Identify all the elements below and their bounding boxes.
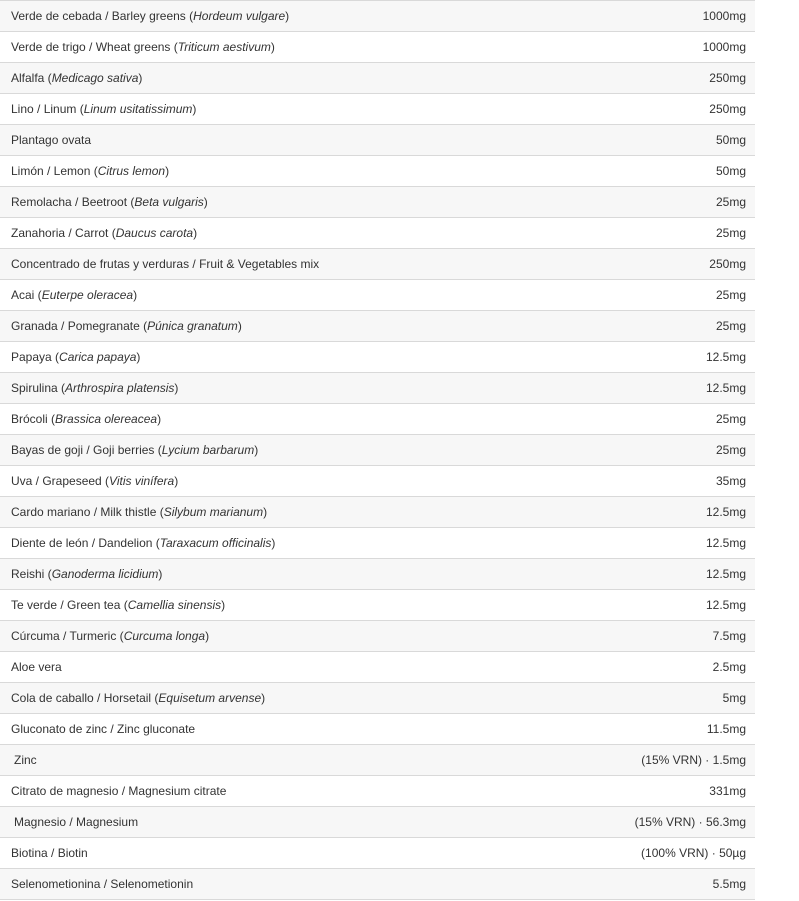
ingredient-latin-name: Medicago sativa: [51, 71, 139, 85]
ingredient-name-suffix: ): [254, 443, 259, 457]
ingredient-amount: 5mg: [590, 683, 755, 714]
ingredient-name-suffix: ): [270, 40, 275, 54]
ingredient-name: Biotina / Biotin: [11, 846, 88, 860]
ingredient-amount: 35mg: [590, 466, 755, 497]
ingredient-name-suffix: ): [133, 288, 138, 302]
ingredient-name: Cardo mariano / Milk thistle (: [11, 505, 164, 519]
ingredient-name: Aloe vera: [11, 660, 62, 674]
ingredient-name: Magnesio / Magnesium: [14, 815, 139, 829]
ingredient-latin-name: Hordeum vulgare: [193, 9, 286, 23]
ingredient-name-suffix: ): [158, 567, 163, 581]
ingredient-name: Uva / Grapeseed (: [11, 474, 110, 488]
ingredient-name-cell: [0, 249, 590, 280]
table-row: [0, 869, 755, 900]
ingredient-name: Zinc: [14, 753, 37, 767]
ingredient-name-cell: [0, 838, 590, 869]
table-row: [0, 342, 755, 373]
ingredient-amount: 2.5mg: [590, 652, 755, 683]
ingredient-name-suffix: ): [237, 319, 242, 333]
table-row: [0, 621, 755, 652]
ingredient-latin-name: Silybum marianum: [163, 505, 264, 519]
ingredient-name-suffix: ): [193, 226, 198, 240]
table-row: [0, 776, 755, 807]
ingredient-name: Cúrcuma / Turmeric (: [11, 629, 124, 643]
ingredient-amount: 25mg: [590, 280, 755, 311]
ingredient-name-suffix: ): [174, 474, 179, 488]
ingredient-amount: 25mg: [590, 404, 755, 435]
ingredient-name: Papaya (: [11, 350, 60, 364]
ingredient-name-cell: [0, 776, 590, 807]
ingredient-latin-name: Linum usitatissimum: [83, 102, 193, 116]
ingredient-name-cell: [0, 497, 590, 528]
ingredient-amount: 12.5mg: [590, 559, 755, 590]
ingredient-amount: 1000mg: [590, 32, 755, 63]
ingredient-amount: 25mg: [590, 435, 755, 466]
ingredient-name-cell: [0, 528, 590, 559]
ingredient-name-cell: [0, 342, 590, 373]
ingredient-name-cell: [0, 125, 590, 156]
ingredient-name-cell: [0, 745, 590, 776]
table-row: [0, 838, 755, 869]
ingredient-latin-name: Citrus lemon: [97, 164, 166, 178]
ingredient-amount: (15% VRN) · 56.3mg: [590, 807, 755, 838]
ingredient-amount: 50mg: [590, 156, 755, 187]
table-row: [0, 311, 755, 342]
table-row: [0, 63, 755, 94]
ingredient-name-suffix: ): [205, 629, 210, 643]
ingredient-name: Zanahoria / Carrot (: [11, 226, 116, 240]
ingredient-latin-name: Ganoderma licidium: [51, 567, 159, 581]
ingredient-name-cell: [0, 869, 590, 900]
ingredient-name-cell: [0, 280, 590, 311]
ingredient-latin-name: Púnica granatum: [147, 319, 238, 333]
ingredient-name: Verde de cebada / Barley greens (: [11, 9, 194, 23]
table-row: [0, 218, 755, 249]
table-row: [0, 32, 755, 63]
ingredient-name-cell: [0, 683, 590, 714]
ingredient-name-cell: [0, 404, 590, 435]
ingredient-name: Concentrado de frutas y verduras / Fruit & Vegetables mix: [11, 257, 320, 271]
ingredient-amount: 11.5mg: [590, 714, 755, 745]
table-row: [0, 435, 755, 466]
ingredient-name-cell: [0, 559, 590, 590]
ingredient-name: Acai (: [11, 288, 42, 302]
ingredient-amount: 25mg: [590, 311, 755, 342]
ingredient-latin-name: Beta vulgaris: [134, 195, 204, 209]
ingredient-latin-name: Curcuma longa: [123, 629, 206, 643]
ingredient-latin-name: Brassica olereacea: [55, 412, 158, 426]
table-row: [0, 125, 755, 156]
ingredient-name: Reishi (: [11, 567, 52, 581]
table-row: [0, 94, 755, 125]
ingredients-table-body: [0, 1, 755, 900]
ingredient-name: Spirulina (: [11, 381, 66, 395]
ingredient-name: Lino / Linum (: [11, 102, 84, 116]
ingredient-name-cell: [0, 652, 590, 683]
ingredient-name-cell: [0, 807, 590, 838]
ingredient-name-suffix: ): [192, 102, 197, 116]
ingredient-amount: 5.5mg: [590, 869, 755, 900]
ingredient-amount: 250mg: [590, 63, 755, 94]
table-row: [0, 559, 755, 590]
ingredient-name-suffix: ): [165, 164, 170, 178]
ingredient-amount: 250mg: [590, 249, 755, 280]
ingredient-amount: 250mg: [590, 94, 755, 125]
table-row: [0, 280, 755, 311]
ingredient-latin-name: Arthrospira platensis: [65, 381, 175, 395]
ingredient-amount: 25mg: [590, 187, 755, 218]
table-row: [0, 714, 755, 745]
ingredient-name: Selenometionina / Selenometionin: [11, 877, 194, 891]
ingredient-amount: (100% VRN) · 50µg: [590, 838, 755, 869]
ingredient-name-suffix: ): [138, 71, 143, 85]
ingredient-name: Remolacha / Beetroot (: [11, 195, 135, 209]
table-row: [0, 590, 755, 621]
ingredient-latin-name: Equisetum arvense: [158, 691, 262, 705]
ingredient-name-suffix: ): [136, 350, 141, 364]
ingredient-name: Granada / Pomegranate (: [11, 319, 148, 333]
table-row: [0, 497, 755, 528]
ingredient-latin-name: Vitis vinífera: [109, 474, 175, 488]
ingredient-name-cell: [0, 373, 590, 404]
ingredient-name-cell: [0, 187, 590, 218]
ingredient-name-suffix: ): [203, 195, 208, 209]
ingredient-name-suffix: ): [157, 412, 162, 426]
ingredient-name-suffix: ): [221, 598, 226, 612]
ingredient-name-cell: [0, 311, 590, 342]
ingredient-name-cell: [0, 590, 590, 621]
table-row: [0, 683, 755, 714]
table-row: [0, 1, 755, 32]
ingredient-amount: 12.5mg: [590, 373, 755, 404]
table-row: [0, 807, 755, 838]
ingredient-amount: 25mg: [590, 218, 755, 249]
table-row: [0, 404, 755, 435]
ingredient-latin-name: Triticum aestivum: [177, 40, 271, 54]
ingredient-name-cell: [0, 156, 590, 187]
ingredient-latin-name: Euterpe oleracea: [41, 288, 134, 302]
ingredient-name-cell: [0, 1, 590, 32]
ingredient-amount: 12.5mg: [590, 528, 755, 559]
ingredient-name-suffix: ): [285, 9, 290, 23]
ingredient-name: Bayas de goji / Goji berries (: [11, 443, 162, 457]
ingredient-name-cell: [0, 218, 590, 249]
ingredient-latin-name: Camellia sinensis: [127, 598, 222, 612]
ingredient-amount: 50mg: [590, 125, 755, 156]
ingredient-amount: 12.5mg: [590, 497, 755, 528]
ingredient-name: Verde de trigo / Wheat greens (: [11, 40, 178, 54]
ingredient-name-cell: [0, 714, 590, 745]
ingredient-name: Te verde / Green tea (: [11, 598, 128, 612]
ingredient-name-suffix: ): [174, 381, 179, 395]
table-row: [0, 528, 755, 559]
ingredient-name: Cola de caballo / Horsetail (: [11, 691, 159, 705]
ingredient-amount: (15% VRN) · 1.5mg: [590, 745, 755, 776]
ingredient-amount: 1000mg: [590, 1, 755, 32]
ingredient-name-suffix: ): [271, 536, 276, 550]
table-row: [0, 156, 755, 187]
table-row: [0, 249, 755, 280]
table-row: [0, 187, 755, 218]
ingredient-amount: 331mg: [590, 776, 755, 807]
ingredient-name: Brócoli (: [11, 412, 56, 426]
ingredient-latin-name: Carica papaya: [59, 350, 137, 364]
table-row: [0, 745, 755, 776]
ingredient-latin-name: Lycium barbarum: [161, 443, 255, 457]
table-row: [0, 466, 755, 497]
ingredient-name-cell: [0, 466, 590, 497]
ingredient-name: Diente de león / Dandelion (: [11, 536, 160, 550]
ingredient-name: Limón / Lemon (: [11, 164, 98, 178]
ingredient-name-suffix: ): [263, 505, 268, 519]
ingredient-name: Citrato de magnesio / Magnesium citrate: [11, 784, 227, 798]
ingredient-name-cell: [0, 435, 590, 466]
ingredient-latin-name: Daucus carota: [115, 226, 194, 240]
ingredient-name-cell: [0, 63, 590, 94]
ingredient-latin-name: Taraxacum officinalis: [159, 536, 272, 550]
ingredient-name: Gluconato de zinc / Zinc gluconate: [11, 722, 196, 736]
table-row: [0, 652, 755, 683]
ingredient-name-cell: [0, 621, 590, 652]
ingredient-name-cell: [0, 32, 590, 63]
ingredient-amount: 7.5mg: [590, 621, 755, 652]
ingredient-amount: 12.5mg: [590, 342, 755, 373]
ingredient-amount: 12.5mg: [590, 590, 755, 621]
ingredient-name: Alfalfa (: [11, 71, 52, 85]
ingredient-name: Plantago ovata: [11, 133, 92, 147]
table-row: [0, 373, 755, 404]
ingredient-name-suffix: ): [261, 691, 266, 705]
ingredient-name-cell: [0, 94, 590, 125]
